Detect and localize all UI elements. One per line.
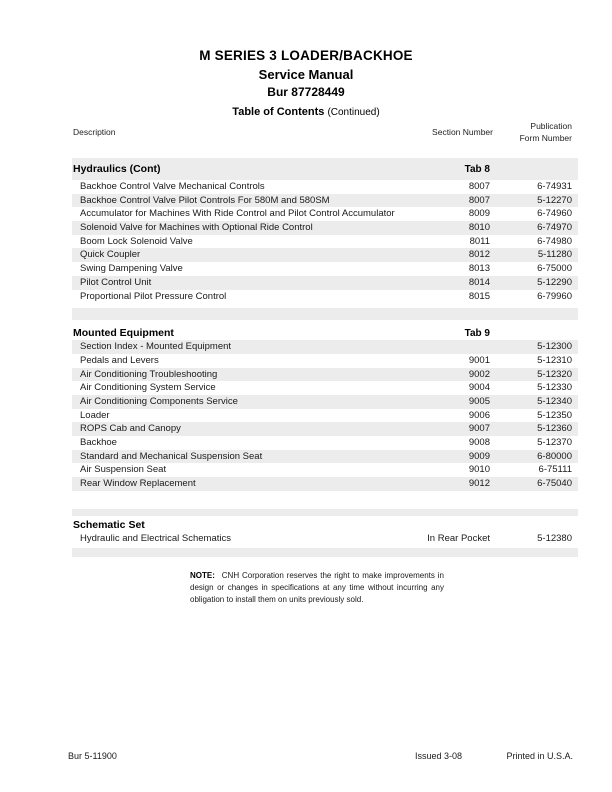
section-header-schematic-set xyxy=(72,518,578,532)
publication-number: Bur 87728449 xyxy=(267,85,345,99)
table-row xyxy=(72,194,578,208)
section-title: Hydraulics (Cont) xyxy=(73,163,161,175)
row-description: Loader xyxy=(80,409,110,421)
row-description: Boom Lock Solenoid Valve xyxy=(80,235,193,247)
table-row xyxy=(72,354,578,368)
page-subtitle: Service Manual xyxy=(258,67,354,82)
table-row xyxy=(72,409,578,423)
row-section-number: 9012 xyxy=(468,478,490,490)
note-label: NOTE: xyxy=(190,571,215,580)
toc-heading xyxy=(0,106,612,118)
row-description: Pedals and Levers xyxy=(80,354,159,366)
row-description: Air Conditioning Troubleshooting xyxy=(80,368,218,380)
row-section-number: 9001 xyxy=(468,354,490,366)
row-form-number: 6-74960 xyxy=(537,208,572,220)
toc-heading-main: Table of Contents xyxy=(232,106,325,118)
footer-issued-date: Issued 3-08 xyxy=(415,751,463,761)
row-description: Swing Dampening Valve xyxy=(80,263,183,275)
section-tab: Tab 8 xyxy=(464,163,490,175)
table-row xyxy=(72,395,578,409)
table-row xyxy=(72,368,578,382)
page-title: M SERIES 3 LOADER/BACKHOE xyxy=(199,48,413,63)
row-section-number: 9004 xyxy=(468,382,490,394)
row-description: Air Conditioning System Service xyxy=(80,382,216,394)
section-tab: Tab 9 xyxy=(464,327,490,339)
row-form-number: 6-75040 xyxy=(537,478,572,490)
section-header-mounted-equipment xyxy=(72,326,578,340)
table-row xyxy=(72,207,578,221)
row-section-number: 8012 xyxy=(468,249,490,261)
table-row xyxy=(72,463,578,477)
table-row xyxy=(72,262,578,276)
row-form-number: 6-75111 xyxy=(538,464,572,476)
column-header-section-number: Section Number xyxy=(432,127,493,137)
row-description: Backhoe Control Valve Pilot Controls For 580M and 580SM xyxy=(80,194,330,206)
row-form-number: 5-12300 xyxy=(537,341,572,353)
row-description: Air Suspension Seat xyxy=(80,464,167,476)
toc-table xyxy=(72,158,578,557)
table-row xyxy=(72,290,578,304)
row-section-number: 8015 xyxy=(468,290,490,302)
note-paragraph xyxy=(190,570,444,605)
table-row xyxy=(72,532,578,546)
row-description: Air Conditioning Components Service xyxy=(80,395,238,407)
row-description: Pilot Control Unit xyxy=(80,276,152,288)
row-form-number: 5-12330 xyxy=(537,382,572,394)
row-section-number xyxy=(420,340,490,354)
row-section-number: 8007 xyxy=(468,181,490,192)
row-form-number: 6-75000 xyxy=(537,263,572,275)
row-section-number: 9006 xyxy=(468,409,490,421)
row-section-number: 9008 xyxy=(468,437,490,448)
section-title: Schematic Set xyxy=(73,518,145,531)
row-section-number: 9005 xyxy=(468,395,490,407)
table-row xyxy=(72,276,578,290)
row-description: Hydraulic and Electrical Schematics xyxy=(80,532,232,544)
row-form-number: 5-11280 xyxy=(537,249,572,261)
column-header-description: Description xyxy=(73,127,116,137)
column-header-publication-line1: Publication xyxy=(530,121,572,131)
table-row xyxy=(72,180,578,194)
table-row xyxy=(72,381,578,395)
row-description: Solenoid Valve for Machines with Optional Ride Control xyxy=(80,222,313,234)
section-divider-band xyxy=(72,548,578,557)
section-header-hydraulics xyxy=(72,158,578,180)
row-description: Backhoe xyxy=(80,437,117,448)
row-form-number: 6-80000 xyxy=(537,450,572,462)
row-form-number: 6-74931 xyxy=(537,181,572,192)
row-description: Section Index - Mounted Equipment xyxy=(80,341,232,353)
row-form-number: 5-12360 xyxy=(537,423,572,435)
row-section-number: 8010 xyxy=(468,222,490,234)
table-row xyxy=(72,450,578,464)
row-description: Accumulator for Machines With Ride Control and Pilot Control Accumulator xyxy=(80,208,395,220)
section-divider-band xyxy=(72,308,578,320)
section-title: Mounted Equipment xyxy=(73,327,174,340)
column-header-publication-form-number xyxy=(472,120,572,144)
row-description: Backhoe Control Valve Mechanical Controls xyxy=(80,181,265,192)
row-section-number: 8013 xyxy=(468,263,490,275)
row-form-number: 5-12310 xyxy=(537,354,572,366)
row-form-number: 6-74980 xyxy=(537,235,572,247)
row-form-number: 5-12370 xyxy=(537,437,572,448)
table-row xyxy=(72,235,578,249)
row-form-number: 6-79960 xyxy=(537,290,572,302)
row-section-number: 9010 xyxy=(468,464,490,476)
row-description: Quick Coupler xyxy=(80,249,141,261)
table-row xyxy=(72,477,578,491)
row-form-number: 5-12290 xyxy=(537,276,572,288)
row-form-number: 5-12270 xyxy=(537,194,572,206)
section-divider-band xyxy=(72,509,578,516)
row-form-number: 5-12320 xyxy=(537,368,572,380)
note-text: CNH Corporation reserves the right to make improvements in design or changes in specifications at any time without incurring any obligation to install them on units previously sold. xyxy=(190,571,444,604)
row-section-number: 9009 xyxy=(468,450,490,462)
row-section-number: 8009 xyxy=(468,208,490,220)
row-description: ROPS Cab and Canopy xyxy=(80,423,181,435)
row-description: Rear Window Replacement xyxy=(80,478,196,490)
table-row xyxy=(72,422,578,436)
row-section-number: 8011 xyxy=(469,235,490,247)
row-form-number: 6-74970 xyxy=(537,222,572,234)
row-description: Proportional Pilot Pressure Control xyxy=(80,290,227,302)
row-section-number: 8007 xyxy=(468,194,490,206)
column-header-publication-line2: Form Number xyxy=(519,133,572,143)
toc-heading-suffix: (Continued) xyxy=(327,107,380,118)
row-section-number: 9007 xyxy=(468,423,490,435)
row-description: Standard and Mechanical Suspension Seat xyxy=(80,450,263,462)
table-row xyxy=(72,436,578,450)
table-row xyxy=(72,248,578,262)
footer-printed-in: Printed in U.S.A. xyxy=(506,751,573,761)
row-section-number: 8014 xyxy=(468,276,490,288)
row-section-number: In Rear Pocket xyxy=(427,532,490,544)
row-form-number: 5-12350 xyxy=(537,409,572,421)
row-form-number: 5-12380 xyxy=(537,532,572,544)
table-row xyxy=(72,340,578,354)
row-form-number: 5-12340 xyxy=(537,395,572,407)
row-section-number: 9002 xyxy=(468,368,490,380)
footer-publication-number: Bur 5-11900 xyxy=(68,751,117,761)
table-row xyxy=(72,221,578,235)
